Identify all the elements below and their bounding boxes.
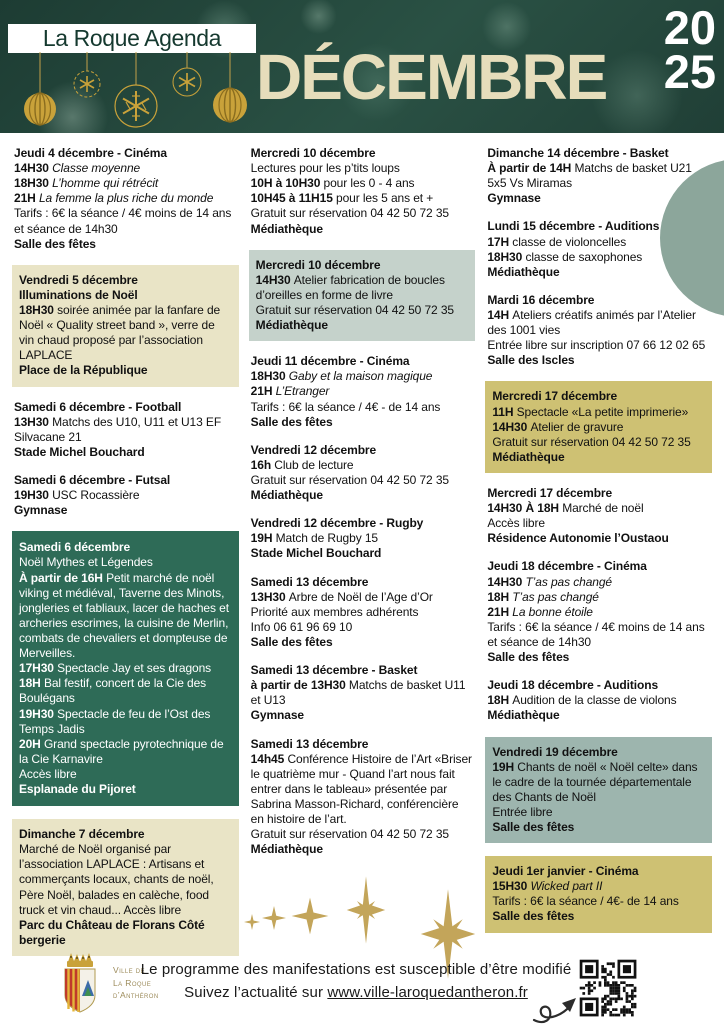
event-line bbox=[251, 663, 474, 678]
text-segment: 17H bbox=[487, 234, 513, 249]
event-line bbox=[251, 400, 474, 415]
text-segment: Salle des fêtes bbox=[250, 634, 333, 649]
event-line bbox=[251, 206, 474, 221]
event-block bbox=[249, 146, 476, 237]
event-line bbox=[19, 540, 232, 555]
event-line bbox=[251, 415, 474, 430]
text-segment: Jeudi 1er janvier - Cinéma bbox=[492, 864, 639, 879]
text-segment: classe de saxophones bbox=[525, 249, 643, 264]
text-segment: 21H bbox=[14, 191, 39, 206]
event-line bbox=[14, 473, 237, 488]
text-segment: Place de la République bbox=[19, 363, 148, 378]
event-line bbox=[487, 620, 710, 650]
event-block bbox=[485, 486, 712, 546]
event-line bbox=[251, 737, 474, 752]
event-line bbox=[487, 516, 710, 531]
event-line bbox=[251, 146, 474, 161]
text-segment: Accès libre bbox=[19, 766, 77, 781]
text-segment: 13H30 bbox=[250, 589, 289, 604]
text-segment: La bonne étoile bbox=[512, 604, 593, 619]
text-segment: T’as pas changé bbox=[512, 589, 599, 604]
qr-code bbox=[577, 957, 640, 1020]
text-segment: 18H bbox=[19, 676, 44, 691]
brand-box bbox=[8, 24, 256, 53]
event-line bbox=[14, 191, 237, 206]
text-segment: Médiathèque bbox=[250, 221, 323, 236]
event-block bbox=[12, 265, 239, 387]
text-segment: Tarifs : 6€ la séance / 4€ moins de 14 ans et séance de 14h30 bbox=[14, 206, 232, 236]
text-segment: Médiathèque bbox=[250, 842, 323, 857]
text-segment: soirée animée par la fanfare de Noël « Quality street band », verre de vin chaud proposé par l’association LAPLACE bbox=[19, 302, 221, 363]
text-segment: Ateliers créatifs animés par l’Atelier des 1001 vies bbox=[487, 307, 696, 338]
text-segment: Samedi 6 décembre bbox=[19, 540, 131, 555]
event-line bbox=[251, 842, 474, 857]
follow-prefix: Suivez l’actualité sur bbox=[184, 984, 328, 1002]
event-line bbox=[251, 827, 474, 842]
text-segment: Atelier fabrication de boucles d’oreilles en forme de livre bbox=[255, 272, 445, 302]
text-segment: Gratuit sur réservation 04 42 50 72 35 bbox=[255, 302, 454, 317]
text-segment: 14H30 bbox=[255, 272, 294, 287]
event-line bbox=[487, 708, 710, 723]
event-block bbox=[12, 146, 239, 252]
hand-drawn-arrow-icon bbox=[530, 982, 580, 1024]
text-segment: 14H30 bbox=[14, 161, 53, 176]
text-segment: 10H à 10H30 bbox=[250, 176, 324, 191]
event-line bbox=[487, 235, 710, 250]
event-line bbox=[14, 146, 237, 161]
event-line bbox=[251, 516, 474, 531]
event-line bbox=[19, 571, 232, 662]
text-segment: Wicked part II bbox=[530, 879, 603, 894]
event-line bbox=[251, 546, 474, 561]
text-segment: 10H45 à 11H15 bbox=[250, 191, 337, 206]
text-segment: Mardi 16 décembre bbox=[487, 292, 595, 307]
text-segment: Médiathèque bbox=[492, 449, 565, 464]
agenda-column bbox=[12, 146, 239, 956]
event-block bbox=[485, 678, 712, 723]
event-line bbox=[492, 894, 705, 909]
text-segment: T’as pas changé bbox=[525, 574, 613, 589]
text-segment: À partir de 16H bbox=[19, 570, 107, 585]
text-segment: Matchs de basket U21 5x5 Vs Miramas bbox=[487, 161, 692, 191]
event-line bbox=[251, 575, 474, 590]
text-segment: Spectacle Jay et ses dragons bbox=[57, 661, 212, 676]
event-line bbox=[14, 503, 237, 518]
text-segment: 15H30 bbox=[492, 879, 531, 894]
event-line bbox=[487, 146, 710, 161]
event-line bbox=[251, 443, 474, 458]
text-segment: 11H bbox=[492, 404, 517, 419]
event-line bbox=[487, 161, 710, 191]
event-line bbox=[256, 318, 469, 333]
text-segment: Tarifs : 6€ la séance / 4€ - de 14 ans bbox=[250, 399, 441, 414]
text-segment: Petit marché de noël viking et médiéval, Taverne des Minots, jongleries et fabliaux, lacer de haches et archeries escrimes, la cuisine de Merlin, combats de chevaliers et dompteuse de Merveilles. bbox=[19, 570, 229, 661]
event-line bbox=[14, 176, 237, 191]
agenda-column bbox=[249, 146, 476, 956]
text-segment: Marché de Noël organisé par l’association LAPLACE : Artisans et commerçants locaux, chants de noël, Père Noël, balades en calèche, food truck et vin chaud... Accès libre bbox=[19, 842, 214, 917]
event-line bbox=[487, 605, 710, 620]
text-segment: 18H30 bbox=[250, 369, 289, 384]
event-line bbox=[251, 369, 474, 384]
text-segment: À partir de 14H bbox=[487, 161, 575, 176]
event-block bbox=[485, 856, 712, 932]
event-line bbox=[251, 458, 474, 473]
year-label bbox=[663, 1, 716, 98]
event-line bbox=[492, 879, 705, 894]
year-top: 20 bbox=[663, 1, 716, 54]
event-line bbox=[487, 265, 710, 280]
event-line bbox=[251, 473, 474, 488]
event-line bbox=[19, 555, 232, 570]
text-segment: classe de violoncelles bbox=[512, 234, 627, 249]
text-segment: Chants de noël « Noël celte» dans le cadre de la tournée départementale des Chants de Noël bbox=[492, 759, 698, 804]
event-line bbox=[251, 488, 474, 503]
agenda-column bbox=[485, 146, 712, 956]
event-line bbox=[19, 827, 232, 842]
event-line bbox=[19, 288, 232, 303]
text-segment: 14H30 bbox=[487, 574, 526, 589]
city-logo-text: Ville de La Roque d’Anthéron bbox=[113, 964, 159, 1001]
text-segment: 14H bbox=[487, 307, 513, 322]
text-segment: Spectacle de feu de l’Ost des Temps Jadis bbox=[19, 706, 211, 736]
event-line bbox=[14, 445, 237, 460]
event-line bbox=[251, 605, 474, 620]
text-segment: 14h45 bbox=[250, 751, 288, 766]
text-segment: Matchs de basket U11 et U13 bbox=[250, 678, 466, 708]
text-segment: Jeudi 18 décembre - Auditions bbox=[487, 678, 659, 693]
event-line bbox=[14, 161, 237, 176]
text-segment: Stade Michel Bouchard bbox=[250, 546, 382, 561]
event-line bbox=[251, 752, 474, 828]
event-line bbox=[487, 353, 710, 368]
text-segment: Gratuit sur réservation 04 42 50 72 35 bbox=[250, 827, 449, 842]
text-segment: Vendredi 12 décembre bbox=[250, 442, 377, 457]
event-line bbox=[487, 250, 710, 265]
event-block bbox=[249, 250, 476, 342]
text-segment: 21H bbox=[487, 604, 513, 619]
text-segment: Dimanche 14 décembre - Basket bbox=[487, 146, 669, 160]
event-line bbox=[487, 678, 710, 693]
event-line bbox=[19, 918, 232, 948]
text-segment: Vendredi 19 décembre bbox=[492, 744, 618, 759]
text-segment: 14H30 À 18H bbox=[487, 501, 563, 516]
event-line bbox=[256, 258, 469, 273]
text-segment: Conférence Histoire de l’Art «Briser le quatrième mur - Quand l’art nous fait entrer dans le tableau» présentée par Sabrina Masson-Richard, conférencière en histoire de l’art. bbox=[250, 751, 472, 827]
text-segment: Gratuit sur réservation 04 42 50 72 35 bbox=[250, 472, 449, 487]
text-segment: Vendredi 5 décembre bbox=[19, 272, 138, 287]
text-segment: Vendredi 12 décembre - Rugby bbox=[250, 516, 424, 531]
event-block bbox=[12, 819, 239, 956]
text-segment: Atelier de gravure bbox=[530, 419, 624, 434]
text-segment: Mercredi 17 décembre bbox=[487, 485, 613, 500]
website-link[interactable]: www.ville-laroquedantheron.fr bbox=[327, 984, 528, 1002]
event-line bbox=[14, 488, 237, 503]
text-segment: Salle des Iscles bbox=[487, 353, 575, 368]
event-line bbox=[492, 805, 705, 820]
text-segment: 18H30 bbox=[19, 302, 58, 317]
event-line bbox=[492, 420, 705, 435]
event-line bbox=[251, 354, 474, 369]
columns bbox=[12, 146, 712, 956]
footer-notice bbox=[140, 958, 572, 1005]
event-block bbox=[249, 354, 476, 430]
text-segment: Résidence Autonomie l’Oustaou bbox=[487, 531, 669, 546]
event-line bbox=[251, 176, 474, 191]
text-segment: Noël Mythes et Légendes bbox=[19, 555, 153, 570]
text-segment: pour les 5 ans et + bbox=[336, 191, 434, 206]
event-line bbox=[487, 338, 710, 353]
event-line bbox=[251, 161, 474, 176]
event-line bbox=[487, 191, 710, 206]
year-bottom: 25 bbox=[663, 44, 716, 98]
event-block bbox=[12, 473, 239, 518]
text-segment: Salle des fêtes bbox=[492, 909, 575, 924]
text-segment: Esplanade du Pijoret bbox=[19, 782, 136, 797]
event-line bbox=[487, 501, 710, 516]
month-title: DÉCEMBRE bbox=[256, 41, 607, 113]
event-block bbox=[249, 663, 476, 723]
text-segment: Accès libre bbox=[487, 516, 545, 531]
text-segment: Priorité aux membres adhérents bbox=[250, 604, 419, 619]
text-segment: Tarifs : 6€ la séance / 4€- de 14 ans bbox=[492, 894, 679, 909]
event-line bbox=[251, 590, 474, 605]
event-line bbox=[492, 909, 705, 924]
text-segment: 16h bbox=[250, 457, 275, 472]
text-segment: Lectures pour les p’tits loups bbox=[250, 161, 400, 176]
event-line bbox=[487, 559, 710, 574]
event-line bbox=[492, 864, 705, 879]
text-segment: Gaby et la maison magique bbox=[288, 369, 433, 384]
text-segment: Gymnase bbox=[487, 191, 541, 206]
text-segment: Salle des fêtes bbox=[14, 236, 96, 251]
event-line bbox=[487, 486, 710, 501]
text-segment: La femme la plus riche du monde bbox=[38, 191, 214, 206]
notice-line: Le programme des manifestations est susceptible d’être modifié bbox=[140, 961, 572, 978]
event-line bbox=[19, 676, 232, 706]
text-segment: Mercredi 10 décembre bbox=[250, 146, 376, 160]
event-block bbox=[12, 400, 239, 460]
text-segment: Stade Michel Bouchard bbox=[14, 444, 145, 459]
event-block bbox=[249, 443, 476, 503]
text-segment: Gratuit sur réservation 04 42 50 72 35 bbox=[250, 206, 449, 221]
event-line bbox=[19, 842, 232, 918]
event-line bbox=[487, 575, 710, 590]
follow-line bbox=[140, 981, 572, 1004]
event-line bbox=[487, 650, 710, 665]
event-line bbox=[251, 620, 474, 635]
event-line bbox=[14, 206, 237, 236]
text-segment: Audition de la classe de violons bbox=[512, 693, 677, 708]
event-line bbox=[14, 400, 237, 415]
event-block bbox=[249, 516, 476, 561]
text-segment: 14H30 bbox=[492, 419, 531, 434]
text-segment: Entrée libre bbox=[492, 804, 553, 819]
text-segment: Lundi 15 décembre - Auditions bbox=[487, 219, 660, 234]
event-line bbox=[251, 531, 474, 546]
text-segment: Illuminations de Noël bbox=[19, 287, 138, 302]
text-segment: Samedi 6 décembre - Football bbox=[14, 399, 182, 414]
text-segment: 19H30 bbox=[14, 488, 53, 503]
event-line bbox=[492, 760, 705, 805]
text-segment: Samedi 13 décembre bbox=[250, 736, 369, 751]
event-line bbox=[19, 767, 232, 782]
event-line bbox=[19, 782, 232, 797]
text-segment: Samedi 13 décembre - Basket bbox=[250, 663, 418, 678]
text-segment: Arbre de Noël de l’Age d’Or bbox=[288, 589, 433, 604]
event-line bbox=[251, 191, 474, 206]
text-segment: Médiathèque bbox=[487, 264, 560, 279]
event-line bbox=[487, 219, 710, 234]
event-line bbox=[487, 293, 710, 308]
event-block bbox=[249, 737, 476, 858]
text-segment: Match de Rugby 15 bbox=[275, 531, 378, 546]
text-segment: Mercredi 17 décembre bbox=[492, 389, 618, 404]
text-segment: 19H30 bbox=[19, 706, 58, 721]
event-line bbox=[487, 308, 710, 338]
text-segment: Jeudi 11 décembre - Cinéma bbox=[250, 354, 410, 369]
text-segment: 18H bbox=[487, 589, 513, 604]
event-line bbox=[487, 590, 710, 605]
text-segment: Samedi 13 décembre bbox=[250, 574, 369, 589]
text-segment: Salle des fêtes bbox=[487, 650, 570, 665]
text-segment: 18H bbox=[487, 693, 513, 708]
text-segment: Samedi 6 décembre - Futsal bbox=[14, 472, 171, 487]
text-segment: 13H30 bbox=[14, 414, 53, 429]
text-segment: 20H bbox=[19, 736, 44, 751]
event-block bbox=[12, 531, 239, 806]
header-banner bbox=[0, 0, 724, 133]
text-segment: Classe moyenne bbox=[52, 161, 141, 176]
event-block bbox=[485, 559, 712, 665]
text-segment: Médiathèque bbox=[250, 488, 323, 503]
event-line bbox=[251, 678, 474, 708]
event-line bbox=[251, 384, 474, 399]
brand-title: La Roque Agenda bbox=[42, 25, 222, 51]
event-block bbox=[485, 293, 712, 369]
event-line bbox=[492, 435, 705, 450]
text-segment: à partir de 13H30 bbox=[250, 678, 349, 693]
event-line bbox=[492, 405, 705, 420]
text-segment: 17H30 bbox=[19, 661, 58, 676]
event-line bbox=[14, 415, 237, 445]
event-line bbox=[492, 745, 705, 760]
text-segment: 18H30 bbox=[14, 176, 53, 191]
text-segment: 19H bbox=[250, 531, 276, 546]
text-segment: Matchs des U10, U11 et U13 EF Silvacane 21 bbox=[14, 414, 222, 444]
text-segment: L’Etranger bbox=[275, 384, 330, 399]
christmas-ornaments-icon bbox=[8, 52, 258, 142]
text-segment: Grand spectacle pyrotechnique de la Cie Karnavire bbox=[19, 736, 224, 766]
event-line bbox=[19, 273, 232, 288]
event-block bbox=[249, 575, 476, 651]
event-line bbox=[19, 737, 232, 767]
text-segment: Entrée libre sur inscription 07 66 12 02 65 bbox=[487, 338, 706, 353]
event-line bbox=[256, 273, 469, 303]
text-segment: Médiathèque bbox=[487, 708, 560, 723]
event-line bbox=[19, 363, 232, 378]
text-segment: 21H bbox=[250, 384, 276, 399]
event-line bbox=[492, 389, 705, 404]
text-segment: USC Rocassière bbox=[52, 488, 140, 503]
event-line bbox=[251, 635, 474, 650]
text-segment: 18H30 bbox=[487, 249, 526, 264]
text-segment: Jeudi 4 décembre - Cinéma bbox=[14, 146, 167, 160]
text-segment: Salle des fêtes bbox=[250, 414, 333, 429]
text-segment: Dimanche 7 décembre bbox=[19, 827, 145, 842]
event-line bbox=[251, 708, 474, 723]
text-segment: Parc du Château de Florans Côté bergerie bbox=[19, 917, 205, 947]
text-segment: Club de lecture bbox=[274, 457, 354, 472]
event-block bbox=[485, 146, 712, 206]
text-segment: pour les 0 - 4 ans bbox=[323, 176, 415, 191]
text-segment: Médiathèque bbox=[255, 318, 328, 333]
coat-of-arms-icon bbox=[56, 950, 108, 1016]
event-block bbox=[485, 737, 712, 844]
text-segment: Marché de noël bbox=[562, 501, 644, 516]
event-line bbox=[487, 531, 710, 546]
event-line bbox=[487, 693, 710, 708]
text-segment: L’homme qui rétrécit bbox=[52, 176, 159, 191]
event-line bbox=[19, 707, 232, 737]
text-segment: Info 06 61 96 69 10 bbox=[250, 619, 353, 634]
event-line bbox=[256, 303, 469, 318]
event-line bbox=[492, 820, 705, 835]
text-segment: 19H bbox=[492, 759, 518, 774]
event-line bbox=[14, 237, 237, 252]
event-line bbox=[19, 661, 232, 676]
event-line bbox=[19, 303, 232, 363]
event-block bbox=[485, 381, 712, 473]
text-segment: Salle des fêtes bbox=[492, 820, 575, 835]
text-segment: Bal festif, concert de la Cie des Boulégans bbox=[19, 676, 207, 706]
text-segment: Gratuit sur réservation 04 42 50 72 35 bbox=[492, 434, 691, 449]
text-segment: Mercredi 10 décembre bbox=[255, 257, 381, 272]
text-segment: Jeudi 18 décembre - Cinéma bbox=[487, 559, 647, 574]
text-segment: Gymnase bbox=[250, 708, 305, 723]
text-segment: Spectacle «La petite imprimerie» bbox=[516, 404, 689, 419]
event-block bbox=[485, 219, 712, 279]
text-segment: Tarifs : 6€ la séance / 4€ moins de 14 ans et séance de 14h30 bbox=[487, 619, 705, 649]
text-segment: Gymnase bbox=[14, 503, 68, 518]
event-line bbox=[251, 222, 474, 237]
event-line bbox=[492, 450, 705, 465]
